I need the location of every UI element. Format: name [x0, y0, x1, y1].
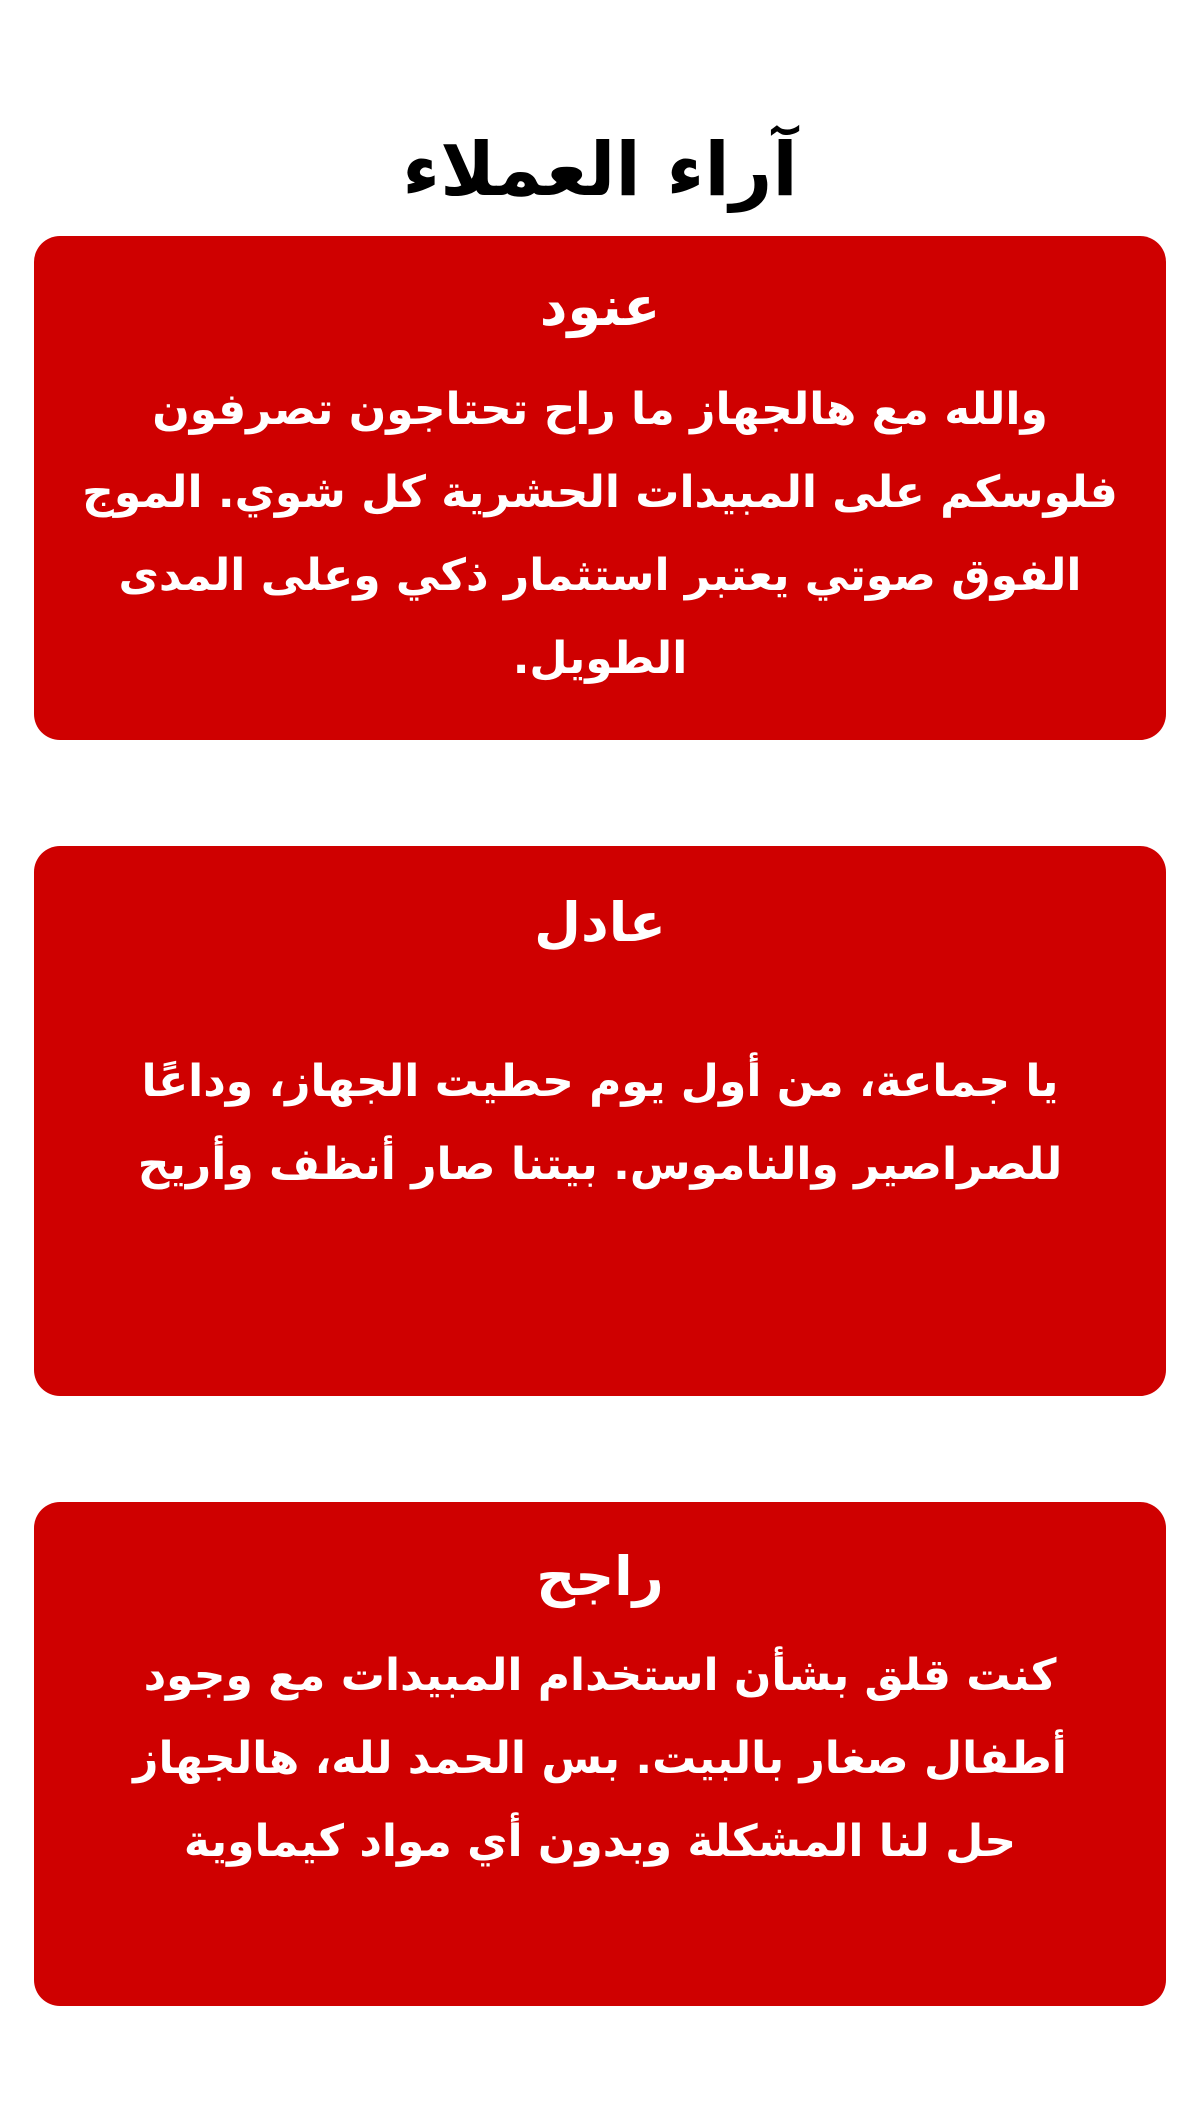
review-card	[34, 846, 1166, 1396]
reviewer-name: عنود	[539, 275, 661, 338]
review-text: كنت قلق بشأن استخدام المبيدات مع وجود أطفال صغار بالبيت. بس الحمد لله، هالجهاز حل لنا المشكلة وبدون أي مواد كيماوية	[133, 1650, 1067, 1867]
review-card	[34, 236, 1166, 740]
page-title: آراء العملاء	[402, 126, 798, 213]
review-text: يا جماعة، من أول يوم حطيت الجهاز، وداعًا للصراصير والناموس. بيتنا صار أنظف وأريح	[137, 1056, 1063, 1190]
reviewer-name: عادل	[534, 891, 666, 954]
review-text: والله مع هالجهاز ما راح تحتاجون تصرفون فلوسكم على المبيدات الحشرية كل شوي. الموج الفوق صوتي يعتبر استثمار ذكي وعلى المدى الطويل.	[82, 384, 1118, 684]
review-card	[34, 1502, 1166, 2006]
reviewer-name: راجح	[536, 1545, 664, 1608]
